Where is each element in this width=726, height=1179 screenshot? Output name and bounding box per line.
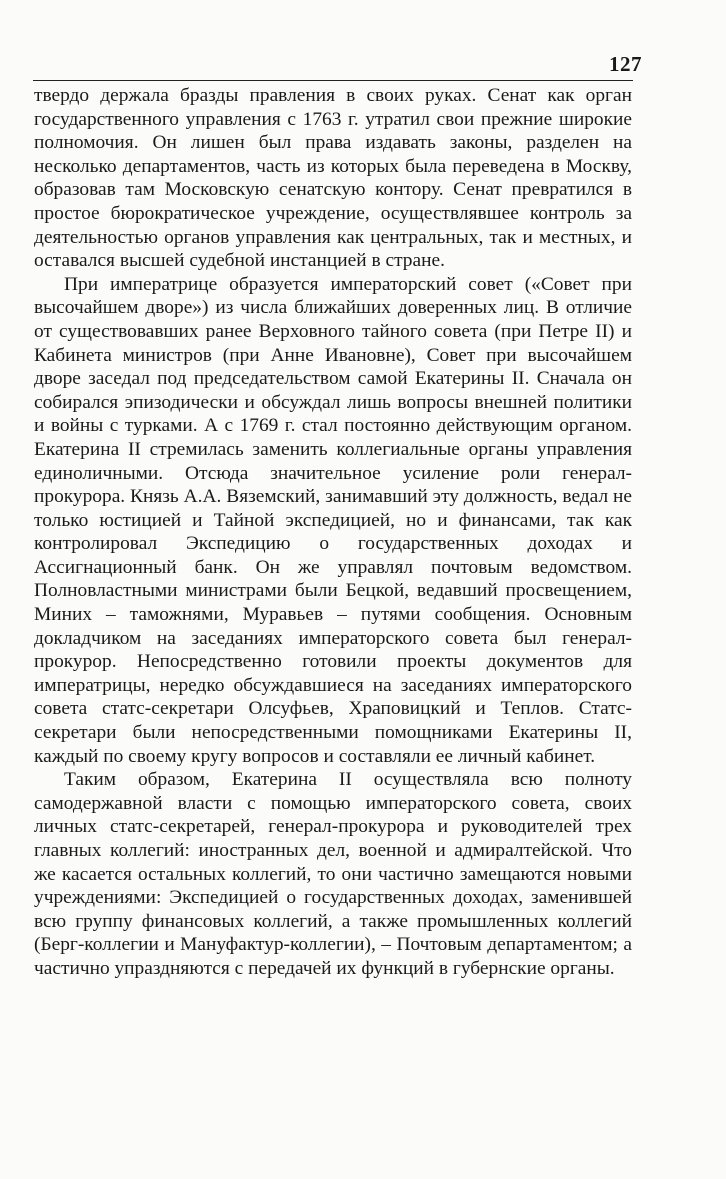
paragraph-3: Таким образом, Екатерина II осуществляла всю полноту самодержавной власти с помощью императорского совета, своих личных статс-секретарей, генерал-прокурора и руководителей трех главных коллегий: иностранных дел, военной и адмиралтейской. Что же касается остальных коллегий, то они частично замещаются новыми учреждениями: Экспедицией о государственных доходах, заменившей всю группу финансовых коллегий, а также промышленных коллегий (Берг-коллегии и Мануфактур-коллегии), – Почтовым департаментом; а частично упраздняются с передачей их функций в губернские органы. xyxy=(34,769,632,979)
paragraph-1: твердо держала бразды правления в своих руках. Сенат как орган государственного управления с 1763 г. утратил свои прежние широкие полномочия. Он лишен был права издавать законы, разделен на несколько департаментов, часть из которых была переведена в Москву, образовав там Московскую сенатскую контору. Сенат превратился в простое бюрократическое учреждение, осуществлявшее контроль за деятельностью органов управления как центральных, так и местных, и оставался высшей судебной инстанцией в стране. xyxy=(34,85,632,272)
body-text xyxy=(34,84,632,981)
page-number: 127 xyxy=(609,52,642,76)
header-rule xyxy=(33,80,633,81)
paragraph-2: При императрице образуется императорский совет («Совет при высочайшем дворе») из числа ближайших доверенных лиц. В отличие от существовавших ранее Верховного тайного совета (при Петре II) и Кабинета министров (при Анне Ивановне), Совет при высочайшем дворе заседал под председательством самой Екатерины II. Сначала он собирался эпизодически и обсуждал лишь вопросы внешней политики и войны с турками. А с 1769 г. стал постоянно действующим органом. Екатерина II стремилась заменить коллегиальные органы управления единоличными. Отсюда значительное усиление роли генерал-прокурора. Князь А.А. Вяземский, занимавший эту должность, ведал не только юстицией и Тайной экспедицией, но и финансами, так как контролировал Экспедицию о государственных доходах и Ассигнационный банк. Он же управлял почтовым ведомством. Полновластными министрами были Бецкой, ведавший просвещением, Миних – таможнями, Муравьев – путями сообщения. Основным докладчиком на заседаниях императорского совета был генерал-прокурор. Непосредственно готовили проекты документов для императрицы, нередко обсуждавшиеся на заседаниях императорского совета статс-секретари Олсуфьев, Храповицкий и Теплов. Статс-секретари были непосредственными помощниками Екатерины II, каждый по своему кругу вопросов и составляли ее личный кабинет. xyxy=(34,273,632,767)
